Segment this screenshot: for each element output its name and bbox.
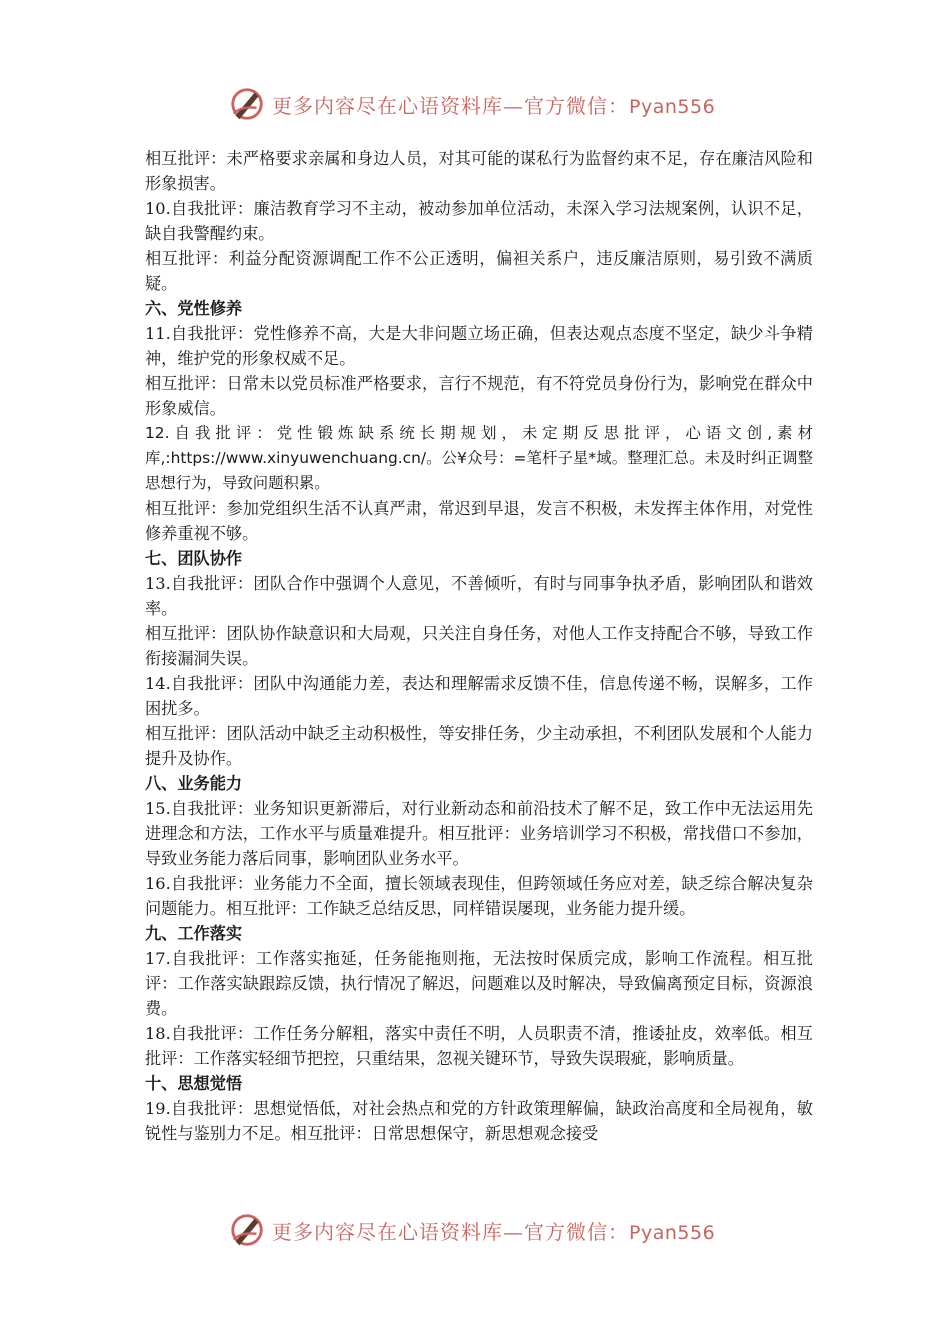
- paragraph: 相互批评：团队协作缺意识和大局观，只关注自身任务，对他人工作支持配合不够，导致工作衔接漏洞失误。: [145, 624, 813, 668]
- wechat-id: Pyan556: [629, 95, 716, 118]
- paragraph: 11.自我批评：党性修养不高，大是大非问题立场正确，但表达观点态度不坚定，缺少斗争精神，维护党的形象权威不足。: [145, 324, 813, 368]
- banner-label: 更多内容尽在心语资料库—官方微信：: [272, 1219, 629, 1244]
- banner-text: [272, 1216, 715, 1245]
- footer-banner: [228, 1210, 715, 1250]
- wechat-id: Pyan556: [629, 1221, 716, 1244]
- paragraph: 相互批评：未严格要求亲属和身边人员，对其可能的谋私行为监督约束不足，存在廉洁风险和形象损害。: [145, 149, 813, 193]
- document-body: [145, 146, 813, 1146]
- paragraph: 18.自我批评：工作任务分解粗，落实中责任不明，人员职责不清，推诿扯皮，效率低。相互批评：工作落实轻细节把控，只重结果，忽视关键环节，导致失误瑕疵，影响质量。: [145, 1024, 813, 1068]
- paragraph: 19.自我批评：思想觉悟低，对社会热点和党的方针政策理解偏，缺政治高度和全局视角，敏锐性与鉴别力不足。相互批评：日常思想保守，新思想观念接受: [145, 1099, 813, 1143]
- section-heading: 七、团队协作: [145, 549, 243, 568]
- section-heading: 九、工作落实: [145, 924, 243, 943]
- paragraph: 17.自我批评：工作落实拖延，任务能拖则拖，无法按时保质完成，影响工作流程。相互批评：工作落实缺跟踪反馈，执行情况了解迟，问题难以及时解决，导致偏离预定目标，资源浪费。: [145, 949, 813, 1018]
- pen-logo-icon: [228, 1211, 266, 1249]
- paragraph: 10.自我批评：廉洁教育学习不主动，被动参加单位活动，未深入学习法规案例，认识不足，缺自我警醒约束。: [145, 199, 813, 243]
- banner-label: 更多内容尽在心语资料库—官方微信：: [272, 93, 629, 118]
- banner-text: [272, 90, 715, 119]
- paragraph: 12.自我批评：党性锻炼缺系统长期规划，未定期反思批评，心语文创,素材库,:https://www.xinyuwenchuang.cn/。公¥众号：=笔杆子星*域。整理汇总。未及时纠正调整思想行为，导致问题积累。: [145, 424, 813, 492]
- paragraph: 15.自我批评：业务知识更新滞后，对行业新动态和前沿技术了解不足，致工作中无法运用先进理念和方法，工作水平与质量难提升。相互批评：业务培训学习不积极，常找借口不参加，导致业务能力落后同事，影响团队业务水平。: [145, 799, 813, 868]
- paragraph: 14.自我批评：团队中沟通能力差，表达和理解需求反馈不佳，信息传递不畅，误解多，工作困扰多。: [145, 674, 813, 718]
- paragraph: 相互批评：团队活动中缺乏主动积极性，等安排任务，少主动承担，不利团队发展和个人能力提升及协作。: [145, 724, 813, 768]
- paragraph: 13.自我批评：团队合作中强调个人意见，不善倾听，有时与同事争执矛盾，影响团队和谐效率。: [145, 574, 813, 618]
- pen-logo-icon: [228, 85, 266, 123]
- header-banner: [228, 84, 715, 124]
- paragraph: 16.自我批评：业务能力不全面，擅长领域表现佳，但跨领域任务应对差，缺乏综合解决复杂问题能力。相互批评：工作缺乏总结反思，同样错误屡现，业务能力提升缓。: [145, 874, 813, 918]
- paragraph: 相互批评：日常未以党员标准严格要求，言行不规范，有不符党员身份行为，影响党在群众中形象威信。: [145, 374, 813, 418]
- paragraph: 相互批评：利益分配资源调配工作不公正透明，偏袒关系户，违反廉洁原则，易引致不满质疑。: [145, 249, 813, 293]
- paragraph: 相互批评：参加党组织生活不认真严肃，常迟到早退，发言不积极，未发挥主体作用，对党性修养重视不够。: [145, 499, 813, 543]
- section-heading: 十、思想觉悟: [145, 1074, 243, 1093]
- section-heading: 六、党性修养: [145, 299, 243, 318]
- section-heading: 八、业务能力: [145, 774, 243, 793]
